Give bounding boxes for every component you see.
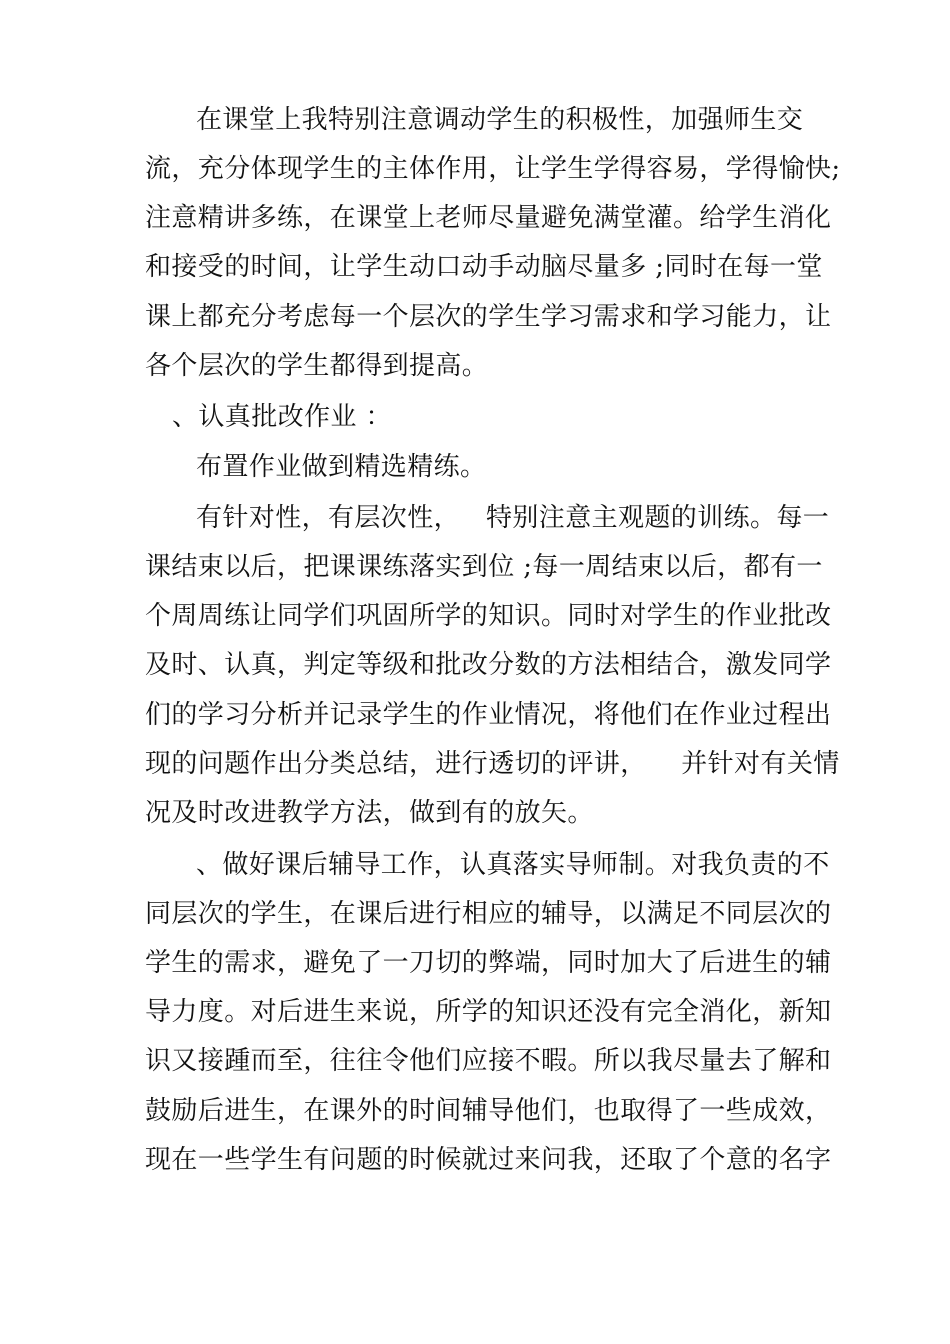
text-line: 有针对性，有层次性， 特别注意主观题的训练。每一 [196,503,830,533]
text-line: 布置作业做到精选精练。 [196,452,487,482]
text-line: 、做好课后辅导工作，认真落实导师制。对我负责的不 [196,850,830,880]
text-line: 们的学习分析并记录学生的作业情况，将他们在作业过程出 [145,700,832,730]
text-line: 在课堂上我特别注意调动学生的积极性，加强师生交 [196,105,804,135]
section-heading: 、认真批改作业 ： [172,402,392,432]
text-line: 及时、认真，判定等级和批改分数的方法相结合，激发同学 [145,650,832,680]
text-line: 现在一些学生有问题的时候就过来问我，还取了个意的名字 [145,1145,832,1175]
text-line: 鼓励后进生，在课外的时间辅导他们，也取得了一些成效， [145,1096,832,1126]
text-line: 识又接踵而至，往往令他们应接不暇。所以我尽量去了解和 [145,1046,832,1076]
text-line: 导力度。对后进生来说，所学的知识还没有完全消化，新知 [145,997,832,1027]
text-line: 个周周练让同学们巩固所学的知识。同时对学生的作业批改 [145,601,832,631]
text-line: 流，充分体现学生的主体作用，让学生学得容易，学得愉快; [145,154,841,184]
text-line: 注意精讲多练，在课堂上老师尽量避免满堂灌。给学生消化 [145,203,832,233]
text-line: 同层次的学生，在课后进行相应的辅导，以满足不同层次的 [145,899,832,929]
text-line: 各个层次的学生都得到提高。 [145,351,489,381]
text-line: 况及时改进教学方法，做到有的放矢。 [145,798,594,828]
text-line: 课上都充分考虑每一个层次的学生学习需求和学习能力，让 [145,302,832,332]
text-line: 现的问题作出分类总结，进行透切的评讲， 并针对有关情 [145,749,840,779]
text-line: 和接受的时间，让学生动口动手动脑尽量多 ;同时在每一堂 [145,252,823,282]
text-line: 课结束以后，把课课练落实到位 ;每一周结束以后，都有一 [145,552,823,582]
text-line: 学生的需求，避免了一刀切的弊端，同时加大了后进生的辅 [145,948,832,978]
